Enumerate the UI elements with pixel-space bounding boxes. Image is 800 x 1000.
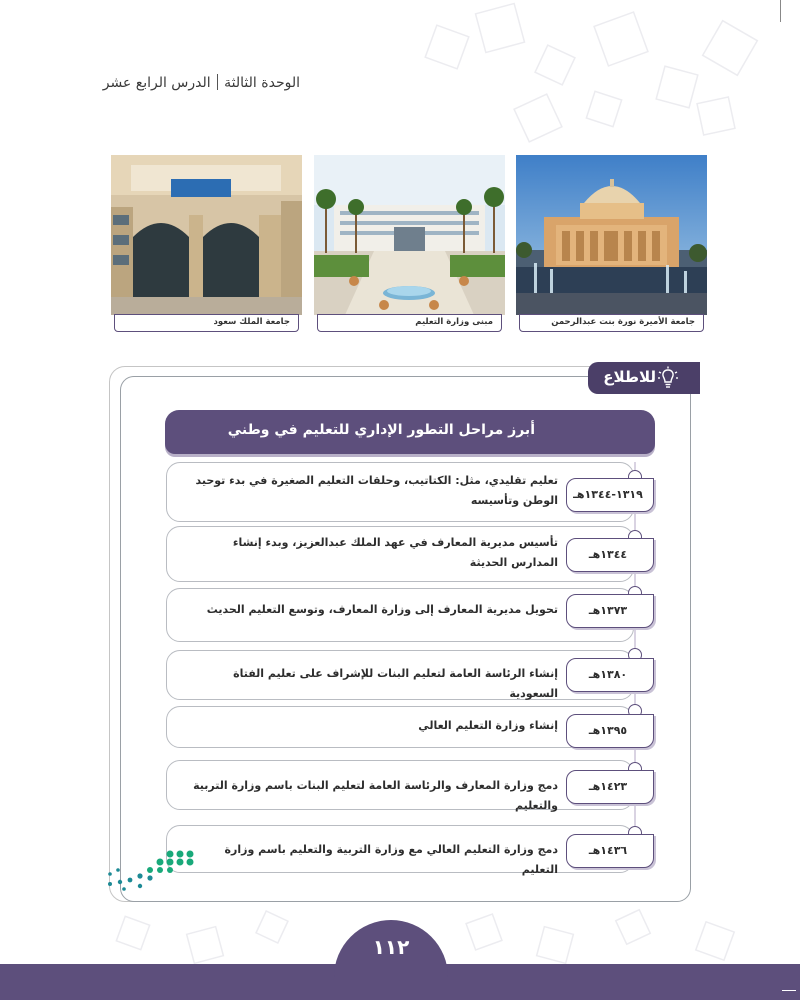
university-building-photo bbox=[111, 155, 302, 315]
info-tag-arrow bbox=[690, 362, 700, 394]
lesson-label: الدرس الرابع عشر bbox=[102, 75, 211, 91]
ministry-building-photo bbox=[314, 155, 505, 315]
timeline-text: إنشاء وزارة التعليم العالي bbox=[418, 719, 558, 732]
domed-university-building-photo bbox=[516, 155, 707, 315]
info-tag-label: للاطلاع bbox=[603, 368, 656, 386]
year-label: ١٣٤٤هـ bbox=[588, 548, 628, 561]
info-title: أبرز مراحل التطور الإداري للتعليم في وطني bbox=[227, 422, 535, 438]
photo-card-king-saud bbox=[111, 155, 302, 333]
photo-caption: مبنى وزارة التعليم bbox=[317, 314, 502, 332]
page-header bbox=[103, 74, 300, 91]
year-label: ١٣٨٠هـ bbox=[588, 668, 628, 681]
year-label: ١٤٢٣هـ bbox=[588, 780, 628, 793]
photo-caption: جامعة الملك سعود bbox=[114, 314, 299, 332]
timeline-text: تعليم تقليدي، مثل: الكتاتيب، وحلقات التعليم الصغيرة في بدء توحيد الوطن وتأسيسه bbox=[195, 474, 558, 507]
timeline-text: تحويل مديرية المعارف إلى وزارة المعارف، وتوسع التعليم الحديث bbox=[206, 603, 558, 616]
photo-card-ministry bbox=[314, 155, 505, 333]
ministry-logo-dots bbox=[104, 848, 196, 892]
year-label: ١٤٣٦هـ bbox=[588, 844, 628, 857]
timeline-text: دمج وزارة المعارف والرئاسة العامة لتعليم البنات باسم وزارة التربية والتعليم bbox=[193, 779, 558, 812]
lightbulb-icon bbox=[657, 366, 679, 390]
photo-caption: جامعة الأميرة نورة بنت عبدالرحمن bbox=[519, 314, 704, 332]
photo-card-princess-nourah bbox=[516, 155, 707, 333]
timeline-text: إنشاء الرئاسة العامة لتعليم البنات للإشراف على تعليم الفتاة السعودية bbox=[233, 667, 558, 700]
timeline-text: تأسيس مديرية المعارف في عهد الملك عبدالعزيز، وبدء إنشاء المدارس الحديثة bbox=[232, 536, 558, 569]
timeline-text: دمج وزارة التعليم العالي مع وزارة التربية والتعليم باسم وزارة التعليم bbox=[224, 843, 558, 876]
page-number: ١١٢ bbox=[372, 935, 410, 959]
unit-label: الوحدة الثالثة bbox=[224, 75, 300, 91]
header-separator bbox=[217, 74, 219, 90]
year-label: ١٣١٩-١٣٤٤هـ bbox=[573, 488, 643, 501]
year-label: ١٣٩٥هـ bbox=[588, 724, 628, 737]
year-label: ١٣٧٣هـ bbox=[588, 604, 628, 617]
bottom-crop-mark bbox=[782, 990, 796, 991]
top-crop-mark bbox=[780, 0, 781, 22]
